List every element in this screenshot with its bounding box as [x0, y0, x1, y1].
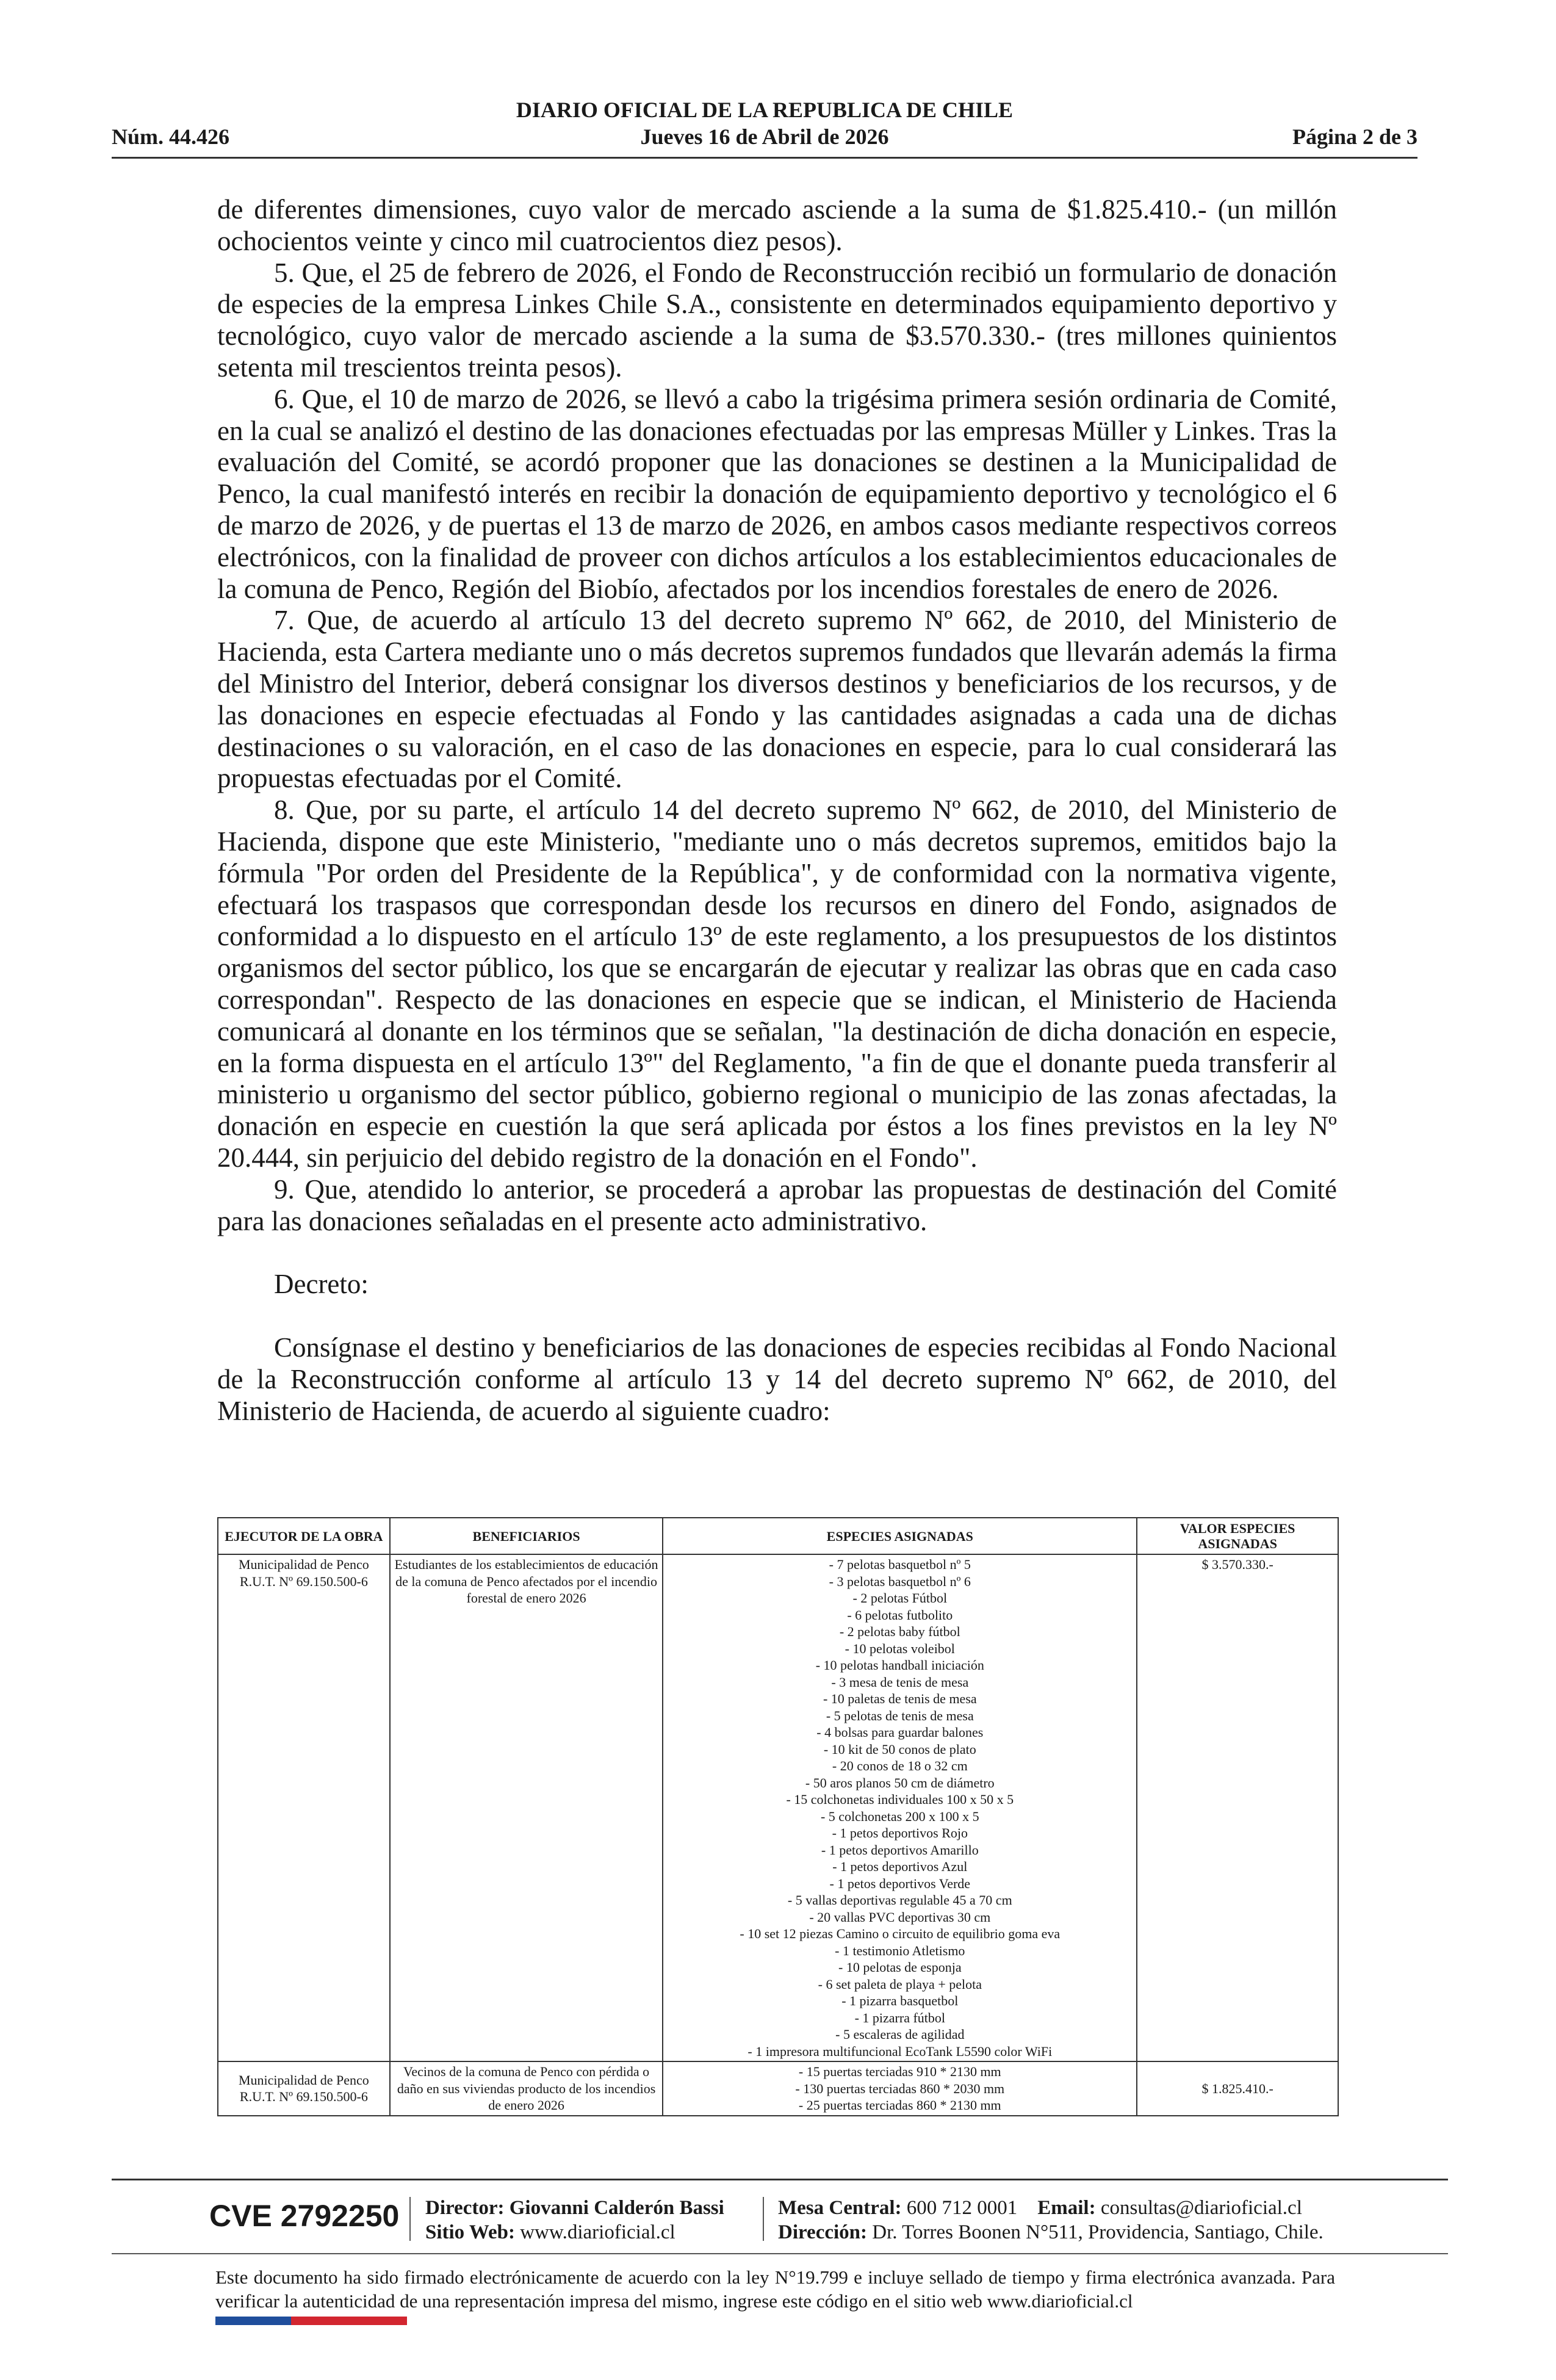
cell-beneficiarios: Estudiantes de los establecimientos de educación de la comuna de Penco afectados por el incendio forestal de enero 2026	[390, 1554, 663, 2061]
issue-date: Jueves 16 de Abril de 2026	[640, 124, 889, 149]
list-item: - 5 escaleras de agilidad	[835, 2027, 965, 2042]
list-item: - 10 pelotas handball iniciación	[815, 1657, 984, 1673]
mesa-value: 600 712 0001	[906, 2197, 1018, 2219]
email-label: Email:	[1037, 2197, 1096, 2219]
list-item: - 4 bolsas para guardar balones	[816, 1725, 984, 1740]
footer-mid-divider	[112, 2253, 1448, 2254]
director-name: Giovanni Calderón Bassi	[509, 2197, 724, 2219]
list-item: - 15 puertas terciadas 910 * 2130 mm	[798, 2064, 1001, 2079]
cell-valor: $ 3.570.330.-	[1137, 1554, 1338, 2061]
list-item: - 1 petos deportivos Azul	[832, 1859, 968, 1874]
list-item: - 1 petos deportivos Verde	[829, 1875, 971, 1891]
paragraph-consignase: Consígnase el destino y beneficiarios de las donaciones de especies recibidas al Fondo Nacional de la Reconstrucción conforme al artículo 13 y 14 del decreto supremo Nº 662, de 2010, del Ministerio de Hacienda, de acuerdo al siguiente cuadro:	[217, 1332, 1337, 1426]
cell-ejecutor	[218, 1554, 390, 2061]
electronic-signature-disclaimer: Este documento ha sido firmado electrónicamente de acuerdo con la ley N°19.799 e incluye sellado de tiempo y firma electrónica avanzada. Para verificar la autenticidad de una representación impresa del mismo, ingrese este código en el sitio web www.diarioficial.cl	[215, 2266, 1335, 2312]
ejecutor-name: Municipalidad de Penco	[238, 1557, 369, 1572]
decreto-heading: Decreto:	[274, 1269, 369, 1300]
list-item: - 10 kit de 50 conos de plato	[823, 1741, 976, 1757]
cell-ejecutor	[218, 2061, 390, 2116]
list-item: - 25 puertas terciadas 860 * 2130 mm	[798, 2097, 1001, 2113]
page-footer	[112, 2179, 1448, 2325]
header-beneficiarios: BENEFICIARIOS	[390, 1518, 663, 1554]
cve-code: CVE 2792250	[209, 2199, 400, 2233]
flag-stripe-red	[291, 2317, 407, 2325]
list-item: - 6 set paleta de playa + pelota	[818, 1976, 982, 1992]
cell-valor: $ 1.825.410.-	[1137, 2061, 1338, 2116]
cell-especies	[663, 1554, 1137, 2061]
paragraph-9: 9. Que, atendido lo anterior, se procederá a aprobar las propuestas de destinación del Comité para las donaciones señaladas en el presente acto administrativo.	[217, 1174, 1337, 1236]
footer-director-block	[425, 2196, 724, 2245]
mesa-label: Mesa Central:	[778, 2197, 902, 2219]
table-row	[218, 2061, 1338, 2116]
direccion-value: Dr. Torres Boonen N°511, Providencia, Santiago, Chile.	[872, 2221, 1324, 2243]
list-item: - 50 aros planos 50 cm de diámetro	[805, 1775, 995, 1790]
table-row	[218, 1554, 1338, 2061]
sitio-label: Sitio Web:	[425, 2221, 516, 2243]
cell-beneficiarios: Vecinos de la comuna de Penco con pérdida o daño en sus viviendas producto de los incendios de enero 2026	[390, 2061, 663, 2116]
footer-separator	[409, 2197, 411, 2241]
list-item: - 10 pelotas de esponja	[838, 1960, 962, 1975]
list-item: - 10 pelotas voleibol	[845, 1640, 955, 1656]
list-item: - 10 paletas de tenis de mesa	[823, 1691, 977, 1706]
list-item: - 20 conos de 18 o 32 cm	[832, 1758, 968, 1773]
list-item: - 1 petos deportivos Amarillo	[821, 1842, 979, 1858]
donation-allocation-table	[217, 1517, 1339, 2116]
ejecutor-rut: R.U.T. Nº 69.150.500-6	[239, 1573, 368, 1589]
list-item: - 7 pelotas basquetbol nº 5	[829, 1557, 971, 1572]
footer-contact-block	[778, 2196, 1324, 2245]
list-item: - 5 colchonetas 200 x 100 x 5	[820, 1808, 979, 1824]
list-item: - 10 set 12 piezas Camino o circuito de equilibrio goma eva	[740, 1926, 1061, 1941]
director-label: Director:	[425, 2197, 505, 2219]
list-item: - 1 pizarra basquetbol	[841, 1993, 959, 2008]
header-divider	[112, 157, 1417, 159]
page-number: Página 2 de 3	[1292, 124, 1417, 149]
header-valor: VALOR ESPECIES ASIGNADAS	[1137, 1518, 1338, 1554]
list-item: - 6 pelotas futbolito	[847, 1607, 953, 1623]
list-item: - 3 mesa de tenis de mesa	[831, 1674, 969, 1690]
list-item: - 15 colchonetas individuales 100 x 50 x 5	[786, 1792, 1014, 1807]
journal-title: DIARIO OFICIAL DE LA REPUBLICA DE CHILE	[516, 98, 1014, 122]
ejecutor-rut: R.U.T. Nº 69.150.500-6	[239, 2089, 368, 2105]
list-item: - 1 pizarra fútbol	[854, 2010, 946, 2025]
list-item: - 20 vallas PVC deportivas 30 cm	[809, 1909, 991, 1925]
header-ejecutor: EJECUTOR DE LA OBRA	[218, 1518, 390, 1554]
email-link[interactable]: consultas@diarioficial.cl	[1100, 2197, 1302, 2219]
sitio-link[interactable]: www.diarioficial.cl	[520, 2221, 675, 2243]
list-item: - 5 pelotas de tenis de mesa	[826, 1707, 974, 1723]
paragraph-5: 5. Que, el 25 de febrero de 2026, el Fondo de Reconstrucción recibió un formulario de donación de especies de la empresa Linkes Chile S.A., consistente en determinados equipamiento deportivo y tecnológico, cuyo valor de mercado asciende a la suma de $3.570.330.- (tres millones quinientos setenta mil trescientos treinta pesos).	[217, 257, 1337, 383]
header-especies: ESPECIES ASIGNADAS	[663, 1518, 1137, 1554]
table-header-row	[218, 1518, 1338, 1554]
list-item: - 2 pelotas Fútbol	[852, 1590, 948, 1606]
list-item: - 5 vallas deportivas regulable 45 a 70 cm	[787, 1892, 1012, 1908]
paragraph-6: 6. Que, el 10 de marzo de 2026, se llevó a cabo la trigésima primera sesión ordinaria de Comité, en la cual se analizó el destino de las donaciones efectuadas por las empresas Müller y Linkes. Tras la evaluación del Comité, se acordó proponer que las donaciones se destinen a la Municipalidad de Penco, la cual manifestó interés en recibir la donación de equipamiento deportivo y tecnológico el 6 de marzo de 2026, y de puertas el 13 de marzo de 2026, en ambos casos mediante respectivos correos electrónicos, con la finalidad de proveer con dichos artículos a los establecimientos educacionales de la comuna de Penco, Región del Biobío, afectados por los incendios forestales de enero de 2026.	[217, 383, 1337, 604]
cell-especies	[663, 2061, 1137, 2116]
list-item: - 1 impresora multifuncional EcoTank L5590 color WiFi	[747, 2043, 1053, 2059]
footer-separator	[763, 2197, 764, 2241]
page-header	[112, 95, 1417, 162]
list-item: - 1 testimonio Atletismo	[835, 1942, 965, 1958]
paragraph-8: 8. Que, por su parte, el artículo 14 del decreto supremo Nº 662, de 2010, del Ministerio de Hacienda, dispone que este Ministerio, "mediante uno o más decretos supremos, emitidos bajo la fórmula "Por orden del Presidente de la República", y de conformidad con la normativa vigente, efectuará los traspasos que correspondan desde los recursos en dinero del Fondo, asignados de conformidad a lo dispuesto en el artículo 13º de este reglamento, a los presupuestos de los distintos organismos del sector público, los que se encargarán de ejecutar y realizar las obras que en cada caso correspondan". Respecto de las donaciones en especie que se indican, el Ministerio de Hacienda comunicará al donante en los términos que se señalan, "la destinación de dicha donación en especie, en la forma dispuesta en el artículo 13º" del Reglamento, "a fin de que el donante pueda transferir al ministerio u organismo del sector público, gobierno regional o municipio de las zonas afectadas, la donación en especie en cuestión la que será aplicada por éstos a los fines previstos en la ley Nº 20.444, sin perjuicio del debido registro de la donación en el Fondo".	[217, 795, 1337, 1173]
paragraph-continuation: de diferentes dimensiones, cuyo valor de mercado asciende a la suma de $1.825.410.- (un millón ochocientos veinte y cinco mil cuatrocientos diez pesos).	[217, 194, 1337, 256]
document-body	[217, 194, 1337, 1427]
list-item: - 2 pelotas baby fútbol	[839, 1624, 960, 1639]
list-item: - 1 petos deportivos Rojo	[832, 1825, 968, 1841]
issue-number: Núm. 44.426	[112, 124, 230, 149]
ejecutor-name: Municipalidad de Penco	[238, 2072, 369, 2088]
direccion-label: Dirección:	[778, 2221, 868, 2243]
footer-top-divider	[112, 2179, 1448, 2180]
list-item: - 130 puertas terciadas 860 * 2030 mm	[795, 2080, 1005, 2096]
flag-stripe-blue	[215, 2317, 291, 2325]
paragraph-7: 7. Que, de acuerdo al artículo 13 del decreto supremo Nº 662, de 2010, del Ministerio de Hacienda, esta Cartera mediante uno o más decretos supremos fundados que llevarán además la firma del Ministro del Interior, deberá consignar los diversos destinos y beneficiarios de los recursos, y de las donaciones en especie efectuadas al Fondo y las cantidades asignadas a cada una de dichas destinaciones o su valoración, en el caso de las donaciones en especie, para lo cual considerará las propuestas efectuadas por el Comité.	[217, 605, 1337, 794]
list-item: - 3 pelotas basquetbol nº 6	[829, 1573, 971, 1589]
